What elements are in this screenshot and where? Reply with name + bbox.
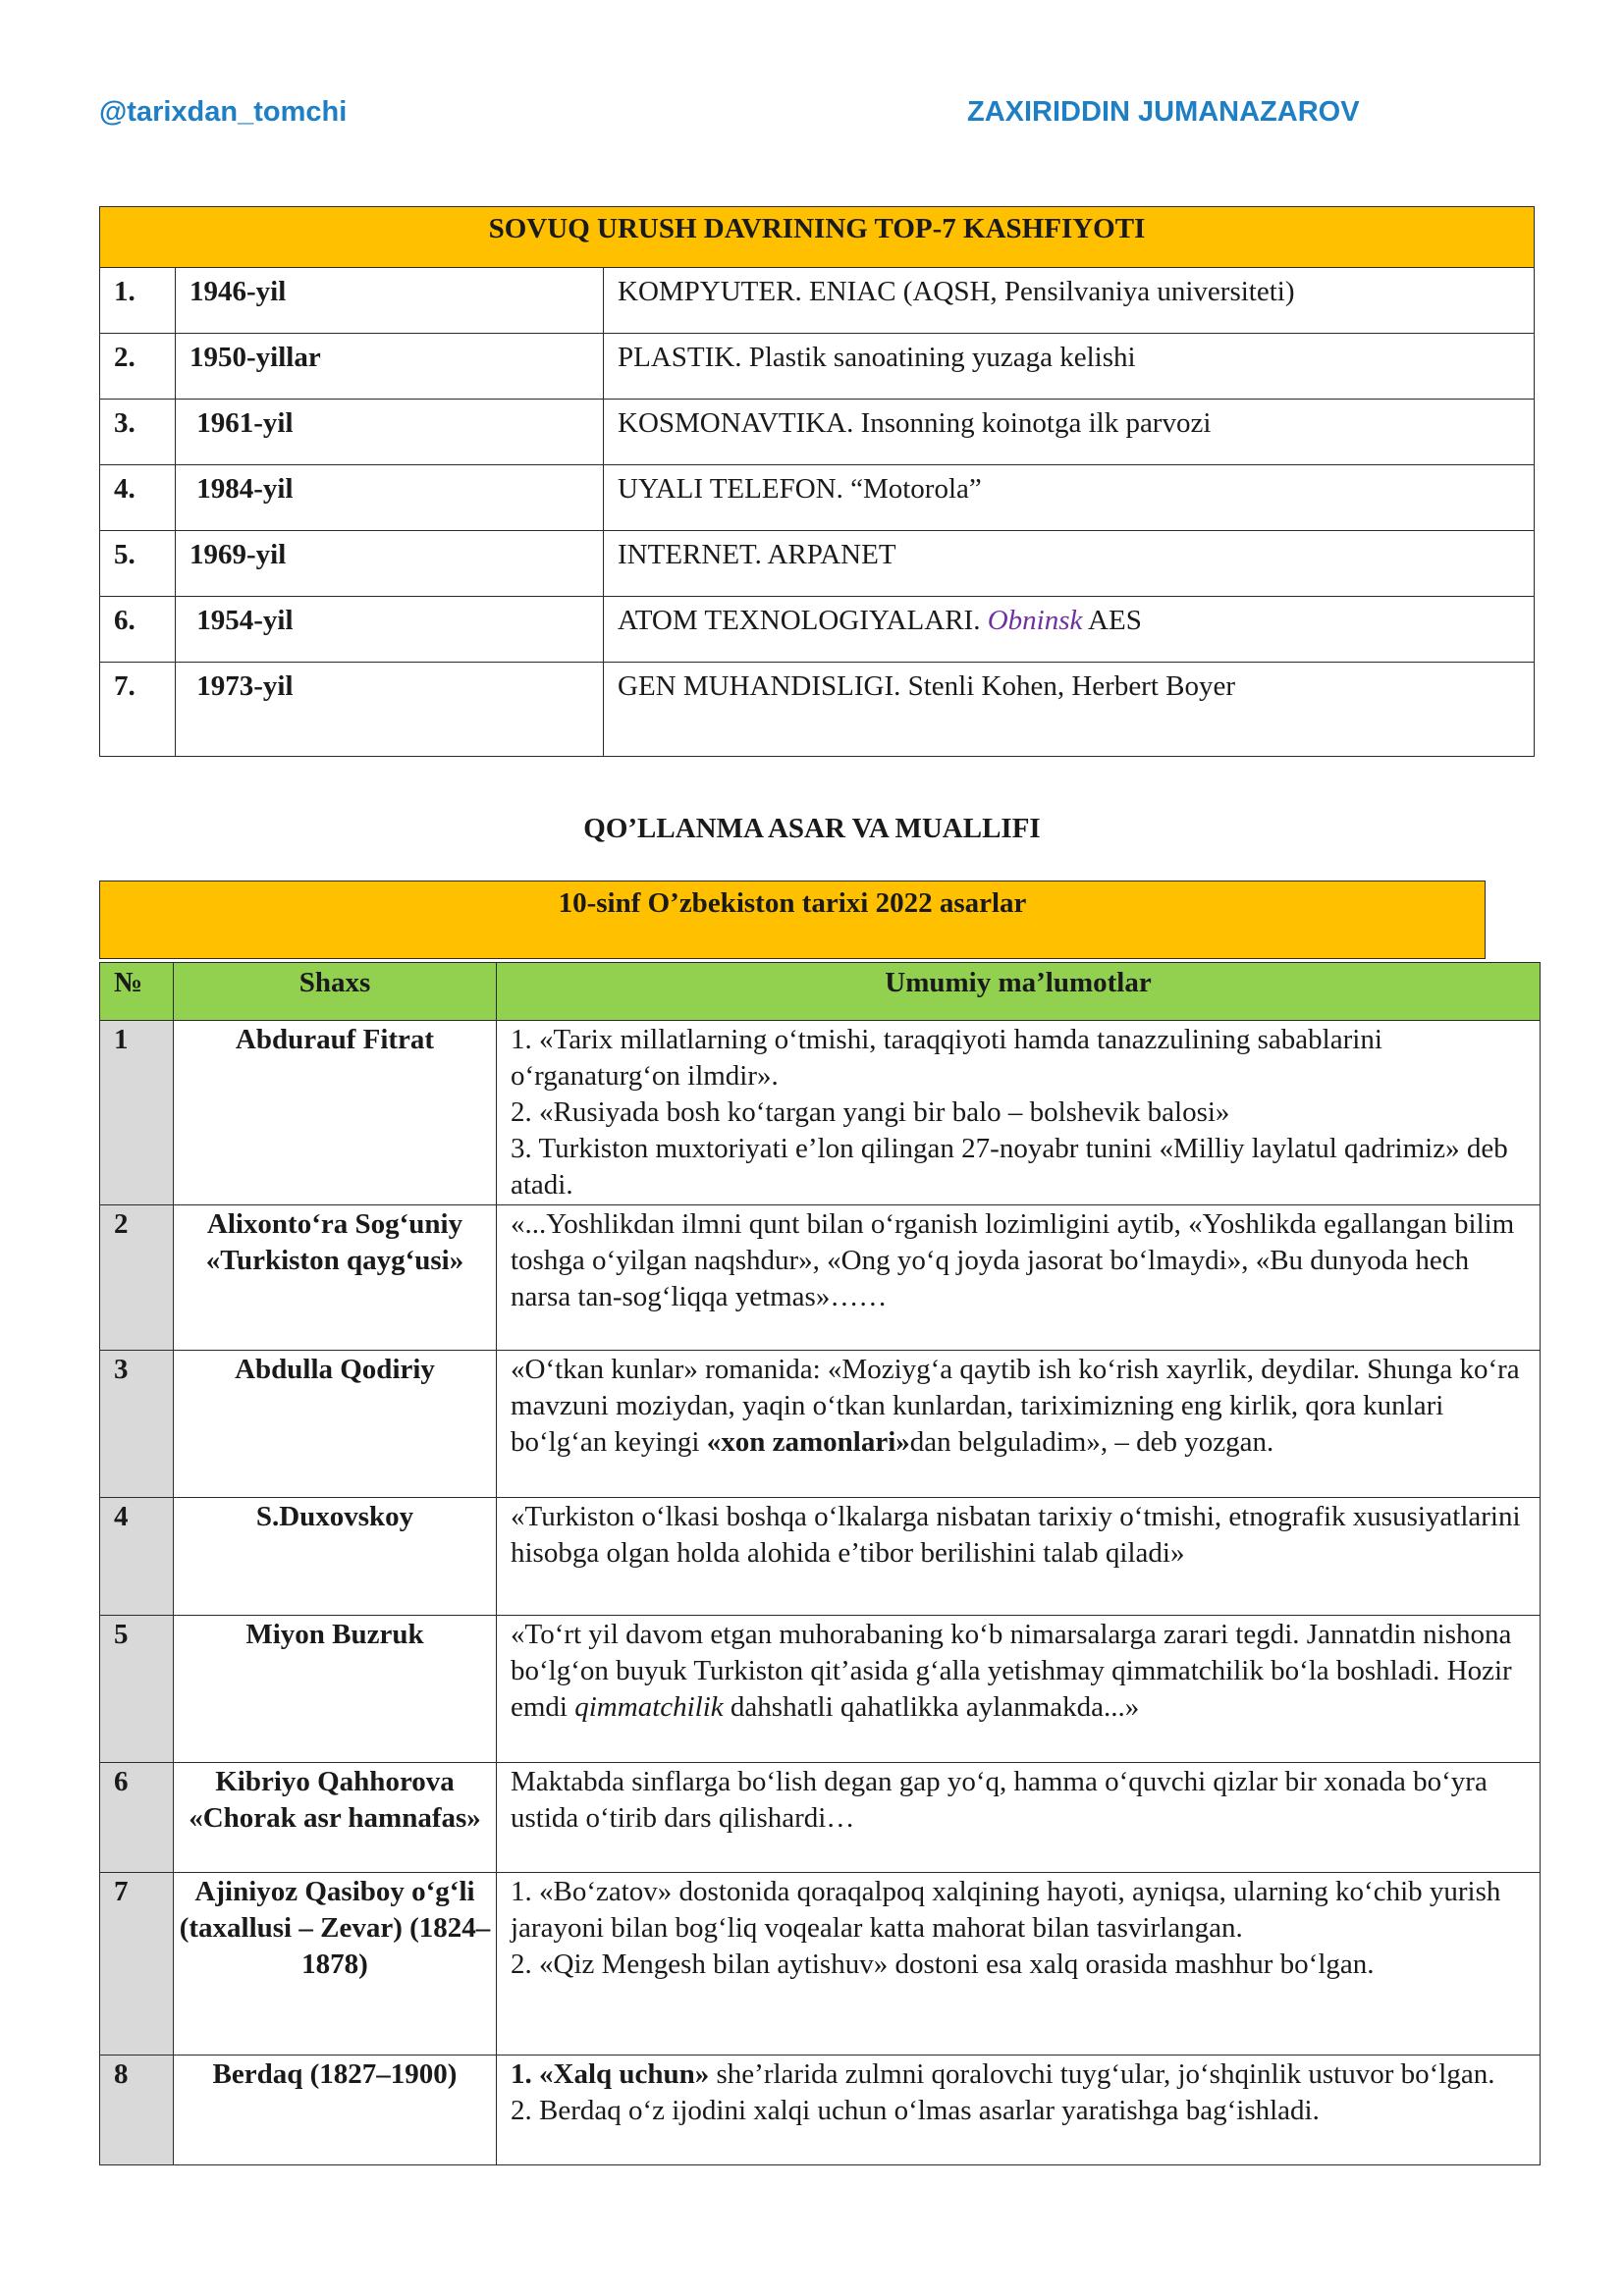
channel-handle: @tarixdan_tomchi [99, 96, 348, 128]
row-person: S.Duxovskoy [174, 1498, 497, 1616]
row-number: 4. [100, 465, 176, 531]
table-row [100, 1616, 1541, 1763]
row-year: 1946-yil [176, 268, 604, 334]
table-row [100, 597, 1535, 663]
info-bold: 1. «Xalq uchun» [511, 2058, 710, 2090]
table-row [100, 531, 1535, 597]
row-year: 1969-yil [176, 531, 604, 597]
info-line [511, 2056, 1526, 2093]
row-info [497, 1616, 1541, 1763]
row-number: 3. [100, 400, 176, 465]
row-year: 1954-yil [176, 597, 604, 663]
info-line: 1. «Tarix millatlarning o‘tmishi, taraqqiyoti hamda tanazzulining sabablarini o‘rganaturg‘on ilmdir». [511, 1024, 1382, 1092]
row-description: UYALI TELEFON. “Motorola” [604, 465, 1535, 531]
row-number: 3 [100, 1351, 174, 1498]
row-number: 2 [100, 1205, 174, 1351]
info-line: 2. Berdaq o‘z ijodini xalqi uchun o‘lmas asarlar yaratishga bag‘ishladi. [511, 2095, 1320, 2126]
info-text-end: dan belguladim», – deb yozgan. [909, 1426, 1274, 1458]
table-row [100, 1351, 1541, 1498]
header-number: № [100, 963, 174, 1021]
row-description: KOSMONAVTIKA. Insonning koinotga ilk parvozi [604, 400, 1535, 465]
row-info [497, 1498, 1541, 1616]
table-row [100, 663, 1535, 757]
row-number: 6 [100, 1763, 174, 1873]
desc-prefix: ATOM TEXNOLOGIYALARI. [618, 605, 988, 636]
row-info [497, 2056, 1541, 2165]
row-description [604, 597, 1535, 663]
row-person: Alixonto‘ra Sog‘uniy «Turkiston qayg‘usi» [174, 1205, 497, 1351]
desc-italic: Obninsk [987, 605, 1083, 636]
row-person: Abdulla Qodiriy [174, 1351, 497, 1498]
row-number: 5 [100, 1616, 174, 1763]
row-person: Miyon Buzruk [174, 1616, 497, 1763]
row-person: Abdurauf Fitrat [174, 1021, 497, 1205]
info-text-end: she’rlarida zulmni qoralovchi tuyg‘ular, jo‘shqinlik ustuvor bo‘lgan. [709, 2058, 1495, 2090]
table-row [100, 1763, 1541, 1873]
works-table [99, 962, 1541, 2165]
section-subtitle: QO’LLANMA ASAR VA MUALLIFI [583, 813, 1041, 844]
row-info [497, 1021, 1541, 1205]
row-number: 5. [100, 531, 176, 597]
header-person: Shaxs [174, 963, 497, 1021]
table-row [100, 334, 1535, 400]
author-name: ZAXIRIDDIN JUMANAZAROV [967, 96, 1360, 128]
row-number: 6. [100, 597, 176, 663]
table-row [100, 1021, 1541, 1205]
row-number: 7 [100, 1873, 174, 2056]
row-person: Ajiniyoz Qasiboy o‘g‘li (taxallusi – Zevar) (1824–1878) [174, 1873, 497, 2056]
row-year: 1973-yil [176, 663, 604, 757]
row-year: 1950-yillar [176, 334, 604, 400]
works-table-title: 10-sinf O’zbekiston tarixi 2022 asarlar [99, 881, 1486, 959]
info-line: Maktabda sinflarga bo‘lish degan gap yo‘q, hamma o‘quvchi qizlar bir xonada bo‘yra ustida o‘tirib dars qilishardi… [511, 1766, 1488, 1834]
info-bold: «xon zamonlari» [706, 1426, 910, 1458]
row-number: 4 [100, 1498, 174, 1616]
info-line: 2. «Rusiyada bosh ko‘targan yangi bir balo – bolshevik balosi» [511, 1096, 1230, 1128]
row-number: 2. [100, 334, 176, 400]
row-description: GEN MUHANDISLIGI. Stenli Kohen, Herbert Boyer [604, 663, 1535, 757]
row-number: 8 [100, 2056, 174, 2165]
table-header-row [100, 963, 1541, 1021]
table-row [100, 465, 1535, 531]
info-line: 1. «Bo‘zatov» dostonida qoraqalpoq xalqining hayoti, ayniqsa, ularning ko‘chib yurish jarayoni bilan bog‘liq voqealar katta mahorat bilan tasvirlangan. [511, 1876, 1501, 1944]
info-italic: qimmatchilik [574, 1691, 724, 1723]
table-row [100, 400, 1535, 465]
row-number: 1. [100, 268, 176, 334]
row-info [497, 1873, 1541, 2056]
row-description: INTERNET. ARPANET [604, 531, 1535, 597]
table-row [100, 1873, 1541, 2056]
row-info [497, 1763, 1541, 1873]
table-row [100, 2056, 1541, 2165]
row-description: KOMPYUTER. ENIAC (AQSH, Pensilvaniya universiteti) [604, 268, 1535, 334]
row-info [497, 1205, 1541, 1351]
info-line: «...Yoshlikdan ilmni qunt bilan o‘rganish lozimligini aytib, «Yoshlikda egallangan bilim toshga o‘yilgan naqshdur», «Ong yo‘q joyda jasorat bo‘lmaydi», «Bu dunyoda hech narsa tan-sog‘liqqa yetmas»…… [511, 1208, 1515, 1312]
table-row [100, 268, 1535, 334]
row-person: Kibriyo Qahhorova «Chorak asr hamnafas» [174, 1763, 497, 1873]
info-text: «To‘rt yil davom etgan muhorabaning ko‘b nimarsalarga zarari tegdi. Jannatdin nishona bo‘lg‘on buyuk Turkiston qit’asida g‘alla yetishmay qimmatchilik bo‘la boshladi. Hozir emdi [511, 1619, 1512, 1723]
desc-suffix: AES [1082, 605, 1142, 636]
header-info: Umumiy ma’lumotlar [497, 963, 1541, 1021]
discoveries-table [99, 206, 1535, 757]
row-year: 1984-yil [176, 465, 604, 531]
row-info [497, 1351, 1541, 1498]
row-number: 7. [100, 663, 176, 757]
table-row [100, 1205, 1541, 1351]
info-line: «Turkiston o‘lkasi boshqa o‘lkalarga nisbatan tarixiy o‘tmishi, etnografik xususiyatlarini hisobga olgan holda alohida e’tibor berilishini talab qiladi» [511, 1501, 1521, 1569]
info-text-end: dahshatli qahatlikka aylanmakda...» [723, 1691, 1140, 1723]
row-description: PLASTIK. Plastik sanoatining yuzaga kelishi [604, 334, 1535, 400]
discoveries-table-title: SOVUQ URUSH DAVRINING TOP-7 KASHFIYOTI [100, 207, 1535, 268]
row-person: Berdaq (1827–1900) [174, 2056, 497, 2165]
info-text: «O‘tkan kunlar» romanida: «Moziyg‘a qaytib ish ko‘rish xayrlik, deydilar. Shunga ko‘ra mavzuni moziydan, yaqin o‘tkan kunlardan, tariximizning eng kirlik, qora kunlari bo‘lg‘an keyingi [511, 1354, 1520, 1458]
info-line: 3. Turkiston muxtoriyati e’lon qilingan 27-noyabr tunini «Milliy laylatul qadrimiz» deb atadi. [511, 1133, 1508, 1201]
row-year: 1961-yil [176, 400, 604, 465]
row-number: 1 [100, 1021, 174, 1205]
info-line: 2. «Qiz Mengesh bilan aytishuv» dostoni esa xalq orasida mashhur bo‘lgan. [511, 1949, 1375, 1980]
table-row [100, 1498, 1541, 1616]
